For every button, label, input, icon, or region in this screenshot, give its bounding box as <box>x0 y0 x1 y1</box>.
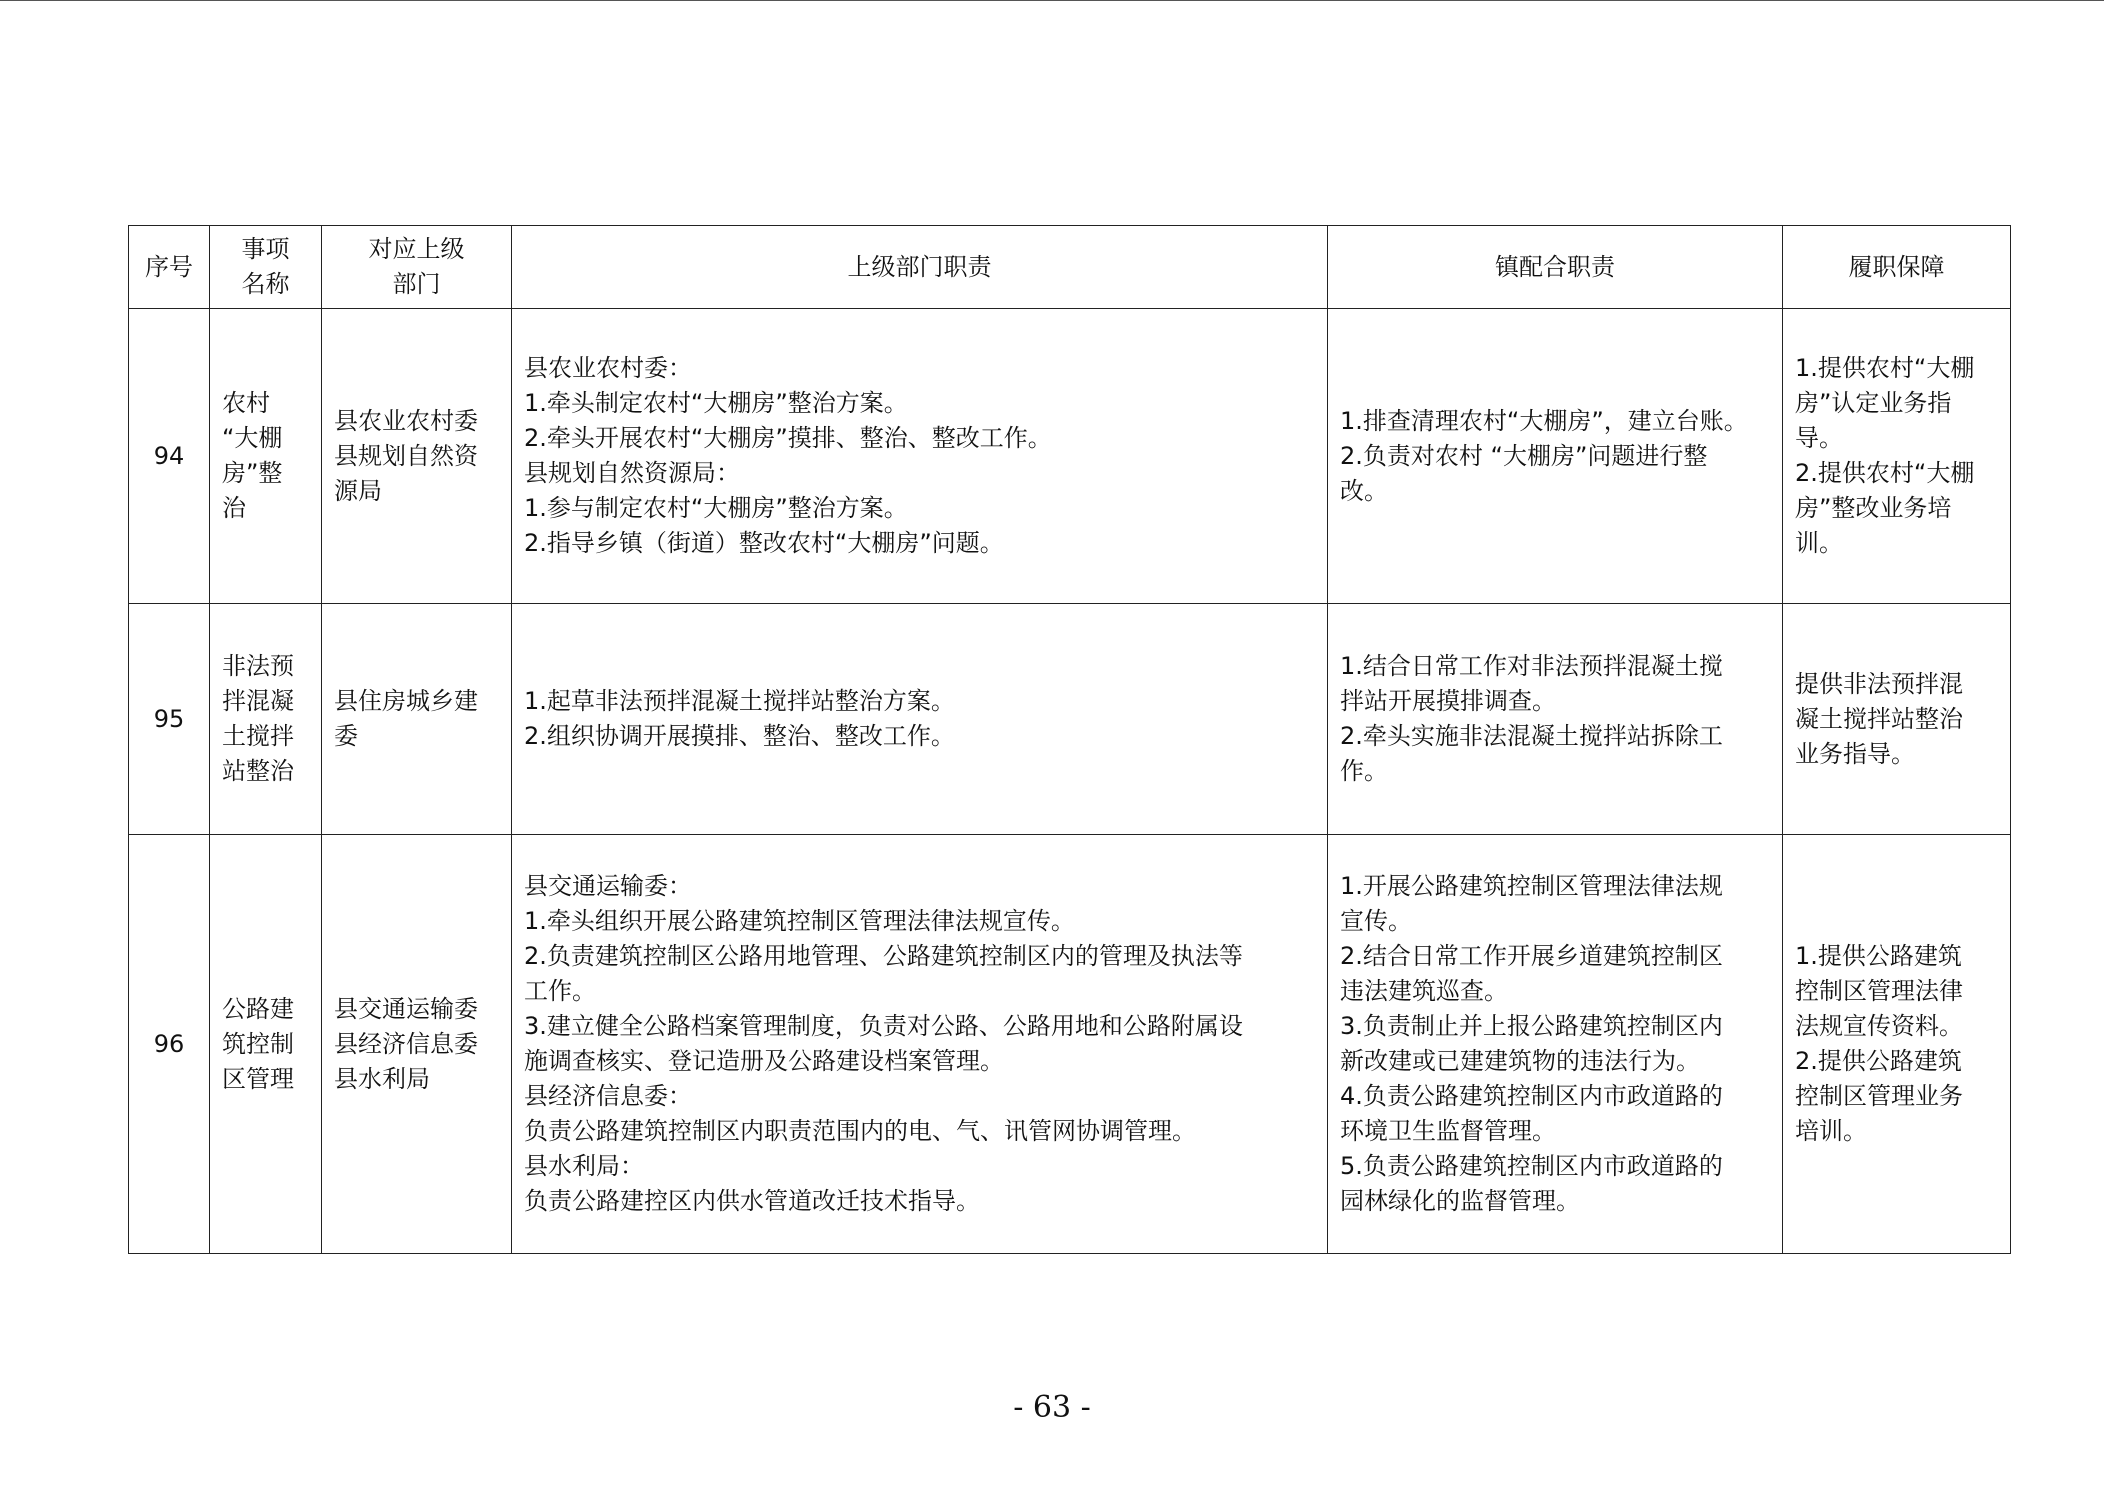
cell-upper-duties: 1.起草非法预拌混凝土搅拌站整治方案。 2.组织协调开展摸排、整治、整改工作。 <box>512 604 1328 835</box>
page-number: - 63 - <box>1013 1390 1091 1425</box>
table-header-row <box>129 226 2011 309</box>
header-dept: 对应上级 部门 <box>322 226 512 309</box>
cell-no: 94 <box>129 309 210 604</box>
cell-upper-duties: 县农业农村委： 1.牵头制定农村“大棚房”整治方案。 2.牵头开展农村“大棚房”摸排、整治、整改工作。 县规划自然资源局： 1.参与制定农村“大棚房”整治方案。 2.指导乡镇（街道）整改农村“大棚房”问题。 <box>512 309 1328 604</box>
cell-item: 公路建 筑控制 区管理 <box>210 835 322 1254</box>
cell-item: 农村 “大棚 房”整 治 <box>210 309 322 604</box>
cell-item: 非法预 拌混凝 土搅拌 站整治 <box>210 604 322 835</box>
cell-guarantee: 1.提供农村“大棚 房”认定业务指 导。 2.提供农村“大棚 房”整改业务培 训。 <box>1783 309 2011 604</box>
cell-town-duties: 1.结合日常工作对非法预拌混凝土搅 拌站开展摸排调查。 2.牵头实施非法混凝土搅拌站拆除工 作。 <box>1328 604 1783 835</box>
header-item: 事项 名称 <box>210 226 322 309</box>
cell-no: 95 <box>129 604 210 835</box>
cell-town-duties: 1.排查清理农村“大棚房”，建立台账。 2.负责对农村 “大棚房”问题进行整 改。 <box>1328 309 1783 604</box>
header-upper-duties: 上级部门职责 <box>512 226 1328 309</box>
table-row <box>129 835 2011 1254</box>
cell-dept: 县农业农村委 县规划自然资 源局 <box>322 309 512 604</box>
table-row <box>129 309 2011 604</box>
header-guarantee: 履职保障 <box>1783 226 2011 309</box>
header-no: 序号 <box>129 226 210 309</box>
cell-dept: 县住房城乡建 委 <box>322 604 512 835</box>
duty-table <box>128 225 2011 1254</box>
table-row <box>129 604 2011 835</box>
header-town-duties: 镇配合职责 <box>1328 226 1783 309</box>
cell-town-duties: 1.开展公路建筑控制区管理法律法规 宣传。 2.结合日常工作开展乡道建筑控制区 违法建筑巡查。 3.负责制止并上报公路建筑控制区内 新改建或已建建筑物的违法行为。 4.负责公路建筑控制区内市政道路的 环境卫生监督管理。 5.负责公路建筑控制区内市政道路的 园林绿化的监督管理。 <box>1328 835 1783 1254</box>
cell-guarantee: 提供非法预拌混 凝土搅拌站整治 业务指导。 <box>1783 604 2011 835</box>
cell-guarantee: 1.提供公路建筑 控制区管理法律 法规宣传资料。 2.提供公路建筑 控制区管理业务 培训。 <box>1783 835 2011 1254</box>
cell-no: 96 <box>129 835 210 1254</box>
cell-upper-duties: 县交通运输委： 1.牵头组织开展公路建筑控制区管理法律法规宣传。 2.负责建筑控制区公路用地管理、公路建筑控制区内的管理及执法等 工作。 3.建立健全公路档案管理制度，负责对公路、公路用地和公路附属设 施调查核实、登记造册及公路建设档案管理。 县经济信息委： 负责公路建筑控制区内职责范围内的电、气、讯管网协调管理。 县水利局： 负责公路建控区内供水管道改迁技术指导。 <box>512 835 1328 1254</box>
cell-dept: 县交通运输委 县经济信息委 县水利局 <box>322 835 512 1254</box>
page-top-border <box>0 0 2104 1</box>
